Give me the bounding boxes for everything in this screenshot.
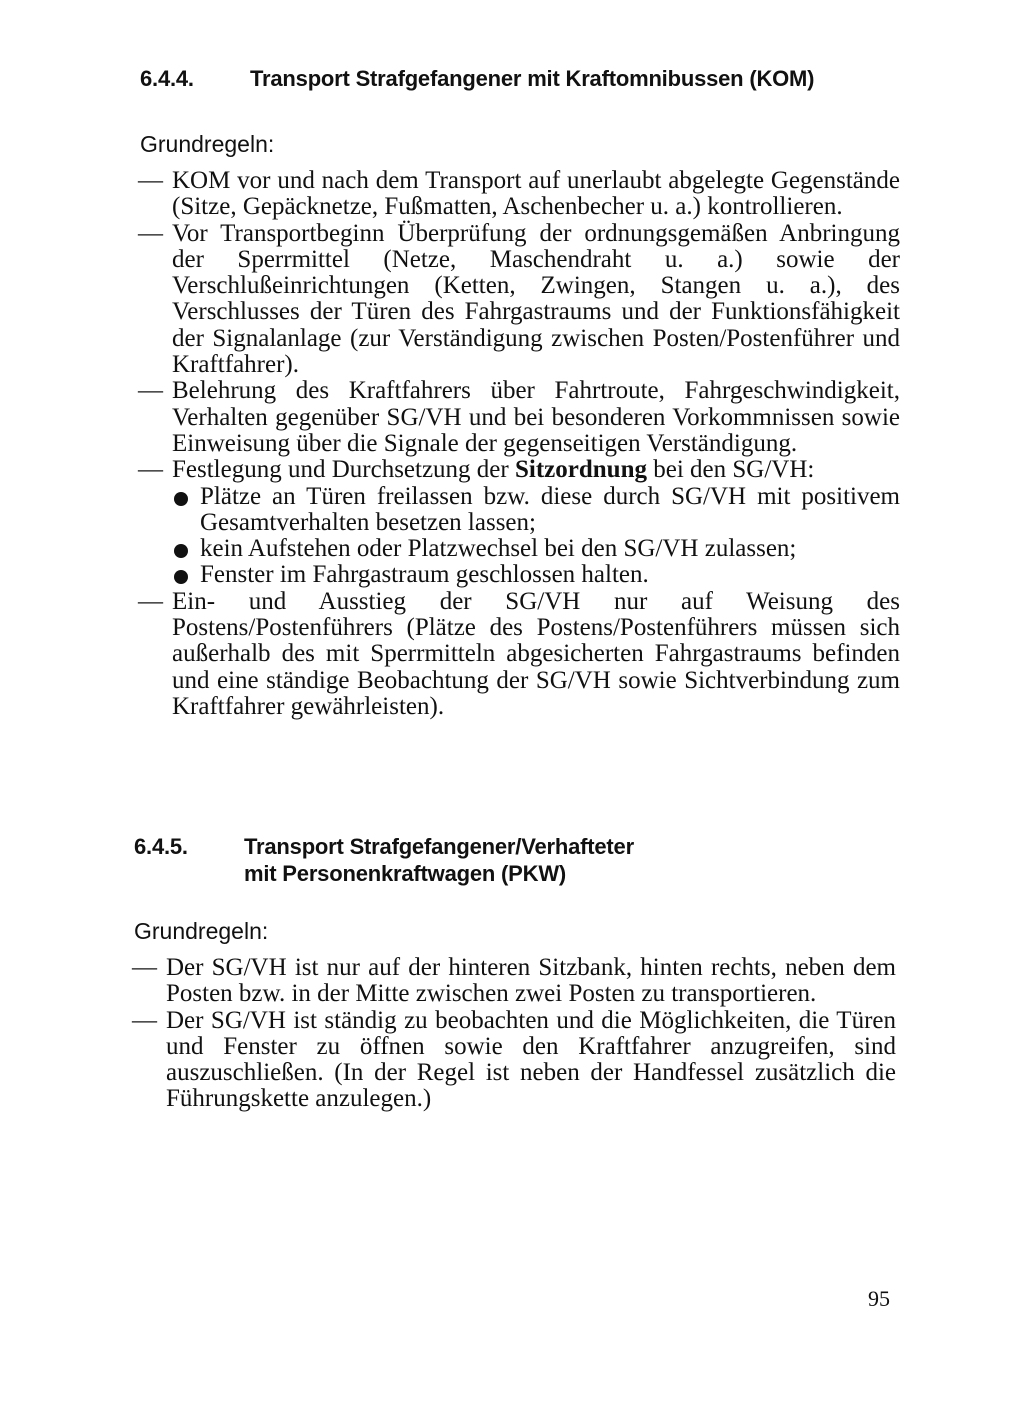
bullet-item-text: Plätze an Türen freilassen bzw. diese durch SG/VH mit positivem Gesamtverhalten besetzen lassen; [200,482,900,536]
rules-list-kom [138,168,900,720]
bullet-dot-icon [174,492,188,506]
list-item [138,589,900,720]
list-item-text: Der SG/VH ist nur auf der hinteren Sitzbank, hinten rechts, neben dem Posten bzw. in der Mitte zwischen zwei Posten zu transportieren. [166,954,896,1008]
list-item [138,378,900,457]
list-item [138,168,900,221]
list-item-text: Belehrung des Kraftfahrers über Fahrtroute, Fahrgeschwindigkeit, Verhalten gegenüber SG/VH und bei besonderen Vorkommnissen sowie Einweisung über die Signale der gegenseitigen Verständigung. [172,377,900,457]
rules-label: Grundregeln: [140,131,275,157]
list-item-text: Ein- und Ausstieg der SG/VH nur auf Weisung des Postens/Postenführers (Plätze des Postens/Postenführers müssen sich außerhalb des mit Sperrmitteln abgesicherten Fahrgastraums befinden und eine ständige Beobachtung der SG/VH sowie Sichtverbindung zum Kraftfahrer gewährleisten). [172,587,900,720]
list-item [132,1008,896,1113]
list-item-text: Festlegung und Durchsetzung der [172,456,515,484]
emphasis-sitzordnung: Sitzordnung [514,456,647,484]
section-title-line2: mit Personenkraftwagen (PKW) [244,861,567,886]
dash-marker: — [138,377,163,405]
bullet-dot-icon [174,544,188,558]
section-number: 6.4.5. [134,834,188,859]
page-number: 95 [868,1286,890,1311]
list-item [132,955,896,1008]
rules-list-pkw [132,955,896,1113]
list-item [138,221,900,379]
rules-label: Grundregeln: [134,918,269,944]
section-number: 6.4.4. [140,66,194,91]
bullet-item [172,562,900,588]
bullet-item [172,536,900,562]
list-item-text: bei den SG/VH: [646,456,815,484]
list-item [138,457,900,588]
bullet-item-text: kein Aufstehen oder Platzwechsel bei den SG/VH zulassen; [200,535,797,563]
section-title: Transport Strafgefangener mit Kraftomnibussen (KOM) [250,66,815,91]
dash-marker: — [138,587,163,615]
bullet-item [172,484,900,537]
list-item-text: KOM vor und nach dem Transport auf unerlaubt abgelegte Gegenstände (Sitze, Gepäcknetze, Fußmatten, Aschenbecher u. a.) kontrollieren. [172,167,900,221]
dash-marker: — [138,456,163,484]
section-heading-6-4-5 [134,834,894,886]
dash-marker: — [132,954,157,981]
bullet-item-text: Fenster im Fahrgastraum geschlossen halten. [200,561,649,589]
dash-marker: — [138,219,163,247]
list-item-text: Vor Transportbeginn Überprüfung der ordnungsgemäßen Anbringung der Sperrmittel (Netze, Maschendraht u. a.) sowie der Verschlußeinrichtungen (Ketten, Zwingen, Stangen u. a.), des Verschlusses der Türen des Fahrgastraums und der Funktionsfähigkeit der Signalanlage (zur Verständigung zwischen Posten/Postenführer und Kraftfahrer). [172,219,900,379]
list-item-text: Der SG/VH ist ständig zu beobachten und die Möglichkeiten, die Türen und Fenster zu öffnen sowie den Kraftfahrer anzugreifen, sind auszuschließen. (In der Regel ist neben der Handfessel zusätzlich die Führungskette anzulegen.) [166,1006,896,1113]
section-title-line1: Transport Strafgefangener/Verhafteter [244,834,634,859]
dash-marker: — [132,1006,157,1034]
dash-marker: — [138,167,163,194]
bullet-dot-icon [174,570,188,584]
